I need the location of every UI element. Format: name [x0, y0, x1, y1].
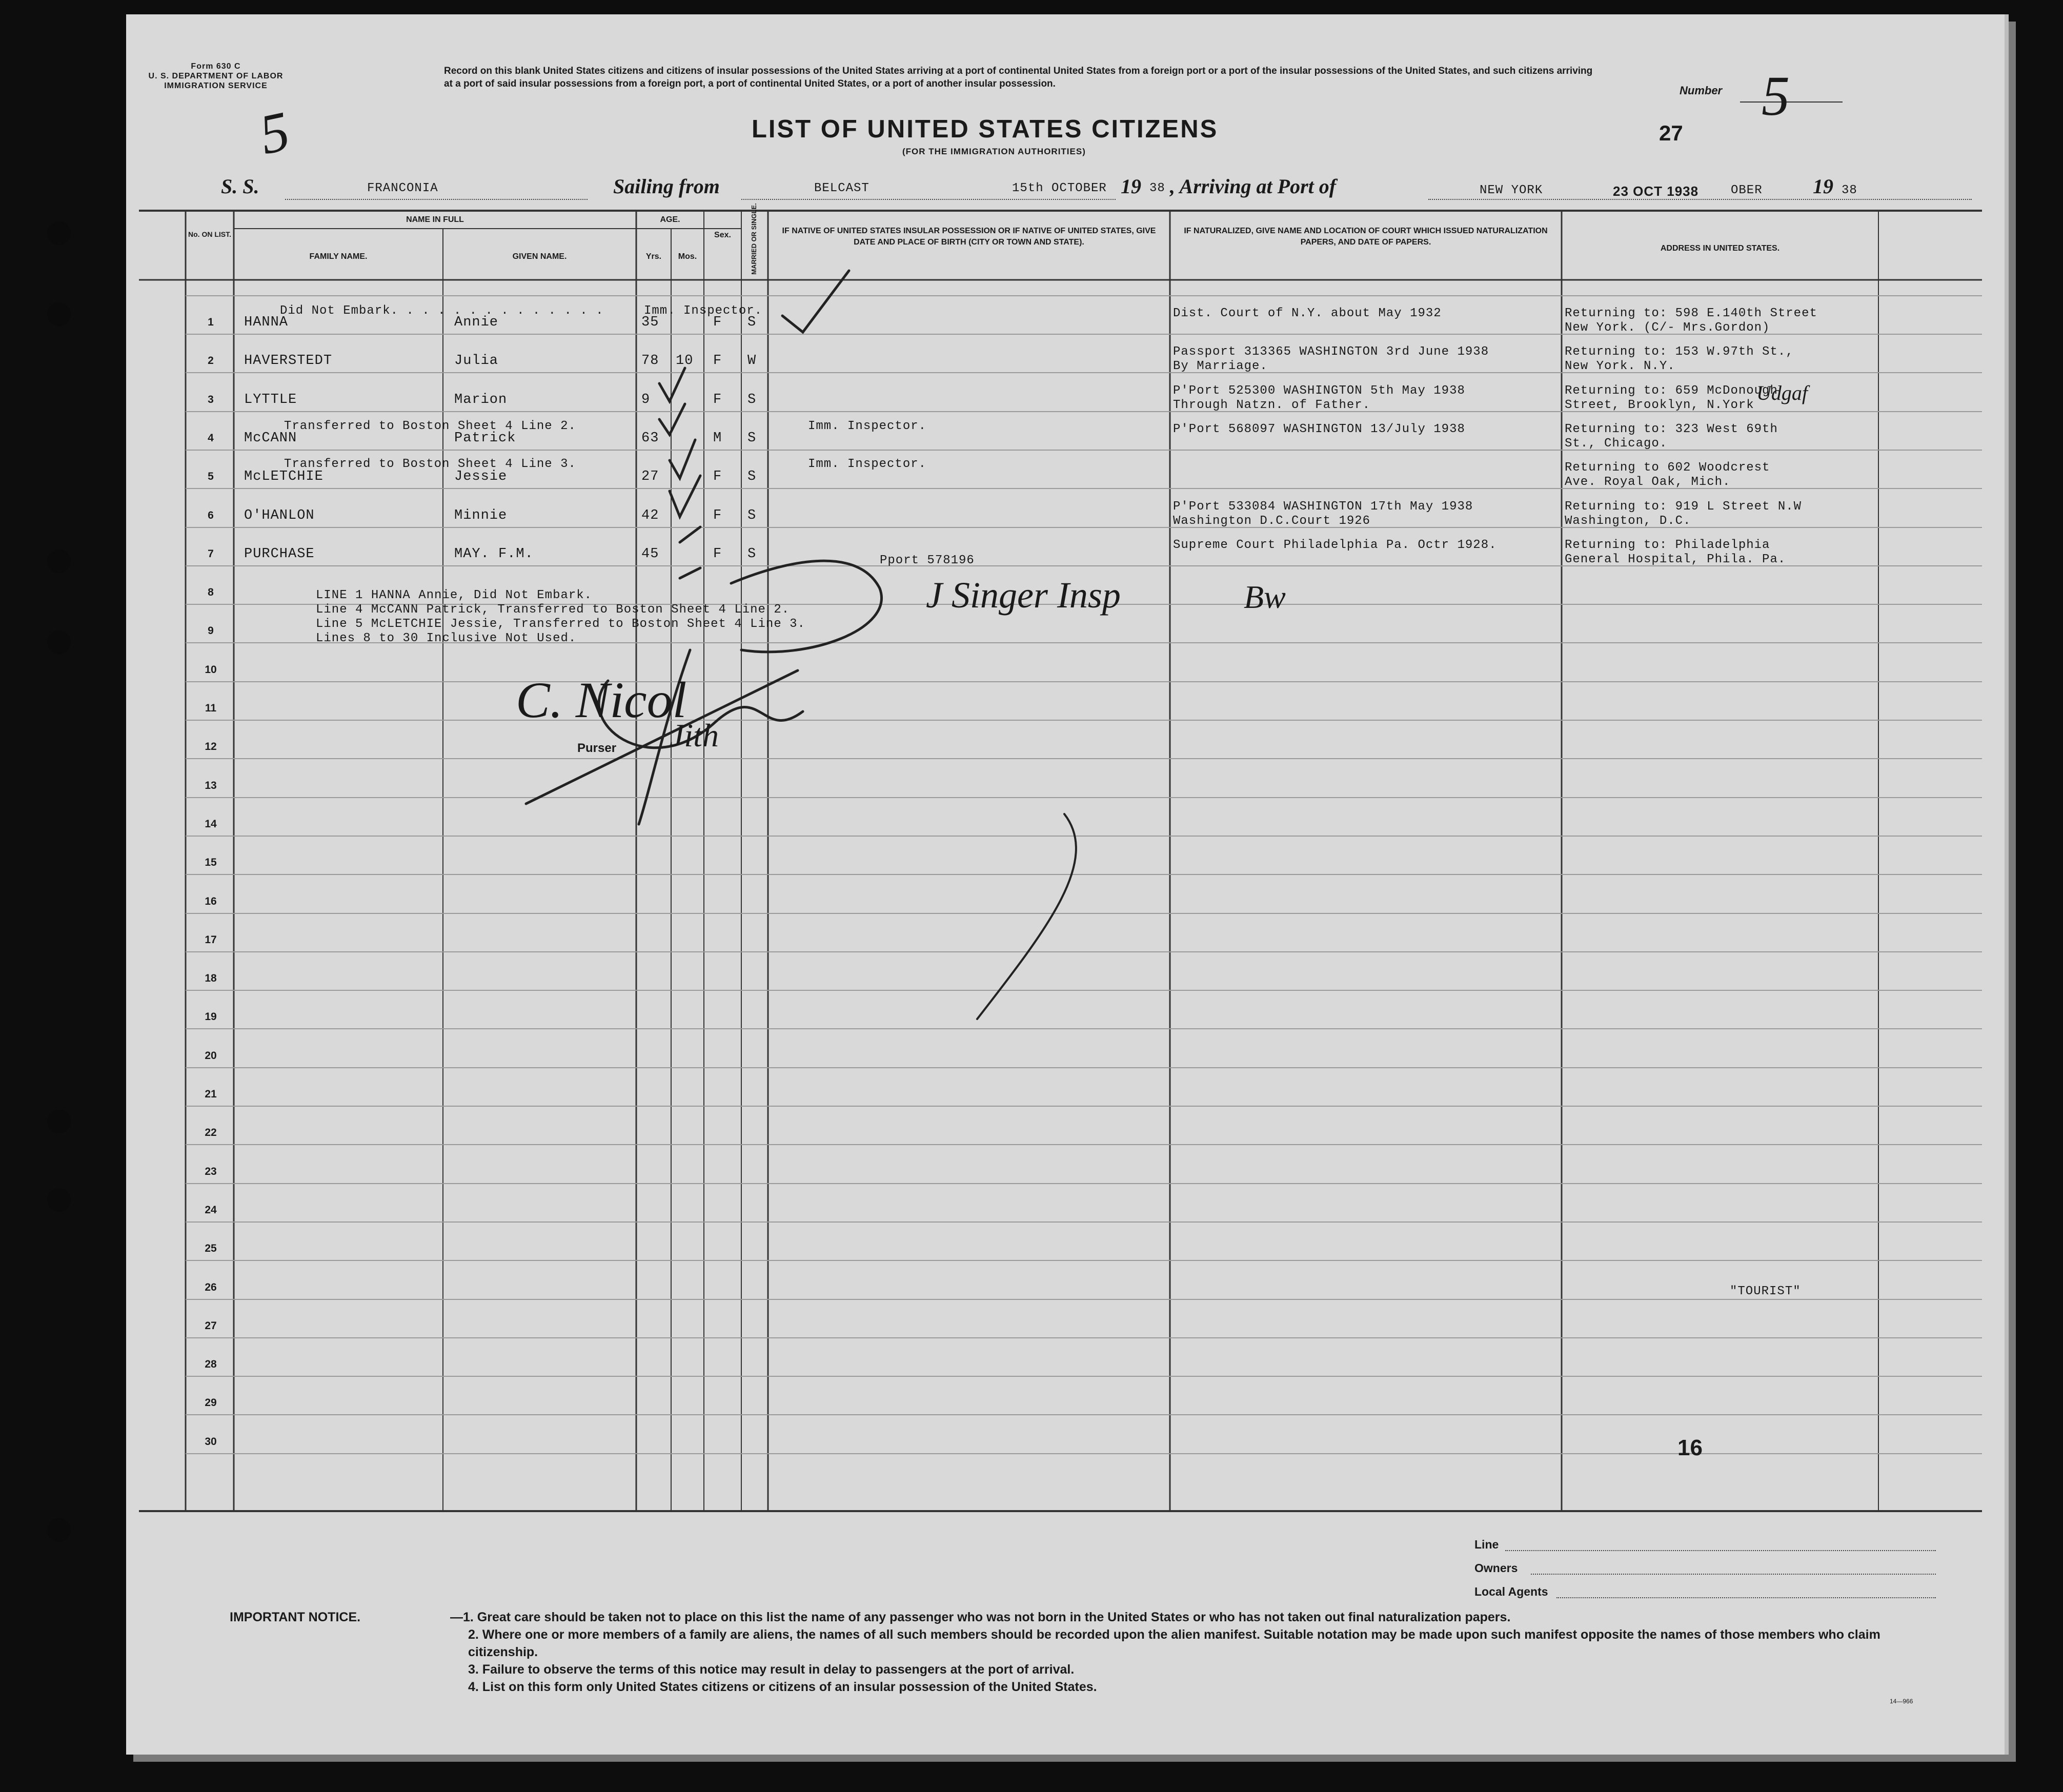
header-yrs: Yrs. — [645, 252, 662, 261]
age-years: 9 — [641, 392, 651, 408]
sex: F — [713, 546, 722, 562]
owners-label: Owners — [1474, 1561, 1518, 1575]
address-line-1: Returning to: 659 McDonough — [1565, 384, 1778, 398]
transfer-note-line-5: Transferred to Boston Sheet 4 Line 3. — [284, 457, 576, 471]
row-number: 23 — [205, 1166, 217, 1177]
row-number: 21 — [205, 1088, 217, 1100]
given-name: Jessie — [454, 469, 508, 484]
notice-title: IMPORTANT NOTICE. — [230, 1610, 361, 1624]
address-line-1: Returning to: 323 West 69th — [1565, 422, 1778, 436]
row-number: 12 — [205, 741, 217, 752]
row-number: 7 — [208, 548, 214, 560]
row-number: 10 — [205, 664, 217, 676]
family-name: McCANN — [244, 431, 297, 446]
row-number: 15 — [205, 857, 217, 868]
age-years: 63 — [641, 431, 659, 446]
sex: M — [713, 431, 722, 446]
row-number: 27 — [205, 1320, 217, 1332]
form-number: Form 630 C — [191, 62, 241, 71]
line-field — [1505, 1550, 1936, 1551]
row-number: 13 — [205, 780, 217, 791]
sex: F — [713, 315, 722, 330]
row-number: 5 — [208, 471, 214, 482]
important-notice — [230, 1608, 1952, 1696]
row-number: 19 — [205, 1011, 217, 1023]
intro-text: Record on this blank United States citizens and citizens of insular possessions of the United States arriving at a port of continental United States from a foreign port or a port of the insular possessions of the United States, and such citizens arriving at a port of said insular possessions from a foreign port, a port of continental United States, or a port of another insular possession. — [444, 66, 1593, 89]
passport-note: Pport 578196 — [880, 554, 975, 567]
address-line-1: Returning to: 153 W.97th St., — [1565, 345, 1794, 359]
notice-item: 4. List on this form only United States citizens or citizens of an insular possession of the United States. — [468, 1680, 1097, 1694]
row-number: 2 — [208, 355, 214, 366]
header-naturalization: IF NATURALIZED, GIVE NAME AND LOCATION OF COURT WHICH ISSUED NATURALIZATION PAPERS, AND DATE OF PAPERS. — [1184, 227, 1548, 247]
sailing-from-label: Sailing from — [613, 175, 720, 198]
owners-field — [1531, 1574, 1936, 1575]
age-years: 35 — [641, 315, 659, 330]
address-line-2: Washington, D.C. — [1565, 514, 1691, 528]
given-name: Marion — [454, 392, 508, 408]
tourist-label: "TOURIST" — [1730, 1285, 1801, 1298]
did-not-embark-note: Did Not Embark. . . . . . . . . . . . . . — [280, 304, 604, 318]
department: U. S. DEPARTMENT OF LABOR — [148, 72, 284, 80]
arriving-port: NEW YORK — [1480, 184, 1543, 197]
line-label: Line — [1474, 1538, 1499, 1551]
header-no-on-list: No. ON LIST. — [188, 230, 231, 238]
number-value: 5 — [1762, 65, 1790, 127]
handwritten-marks — [126, 14, 2005, 1755]
header-address: ADDRESS IN UNITED STATES. — [1660, 244, 1780, 253]
address-line-2: Street, Brooklyn, N.York — [1565, 398, 1754, 412]
binder-hole — [47, 1188, 71, 1212]
marital-status: S — [747, 469, 757, 484]
row-number: 25 — [205, 1243, 217, 1254]
corner-handwritten-number: 5 — [254, 99, 295, 167]
header-sex: Sex. — [714, 231, 731, 239]
age-years: 42 — [641, 508, 659, 523]
sex: F — [713, 469, 722, 484]
row-number: 26 — [205, 1281, 217, 1293]
marital-status: S — [747, 392, 757, 408]
year-prefix-2: 19 — [1813, 175, 1833, 198]
given-name: Minnie — [454, 508, 508, 523]
notice-item: —1. Great care should be taken not to place on this list the name of any passenger who was not born in the United States or who has not taken out final naturalization papers. — [450, 1610, 1511, 1624]
summary-line: Line 5 McLETCHIE Jessie, Transferred to Boston Sheet 4 Line 3. — [316, 617, 805, 631]
service: IMMIGRATION SERVICE — [164, 82, 268, 90]
family-name: PURCHASE — [244, 546, 315, 562]
row-number: 20 — [205, 1050, 217, 1062]
notice-item: 3. Failure to observe the terms of this notice may result in delay to passengers at the port of arrival. — [468, 1662, 1075, 1677]
naturalization-info-2: By Marriage. — [1173, 359, 1268, 373]
summary-line: Lines 8 to 30 Inclusive Not Used. — [316, 632, 577, 645]
naturalization-info: Passport 313365 WASHINGTON 3rd June 1938 — [1173, 345, 1489, 359]
year-suffix-2: 38 — [1842, 184, 1857, 197]
address-line-1: Returning to: 919 L Street N.W — [1565, 500, 1802, 514]
family-name: HANNA — [244, 315, 289, 330]
purser-initial: Jith — [670, 717, 719, 754]
row-number: 3 — [208, 394, 214, 405]
family-name: McLETCHIE — [244, 469, 323, 484]
address-line-2: New York. N.Y. — [1565, 359, 1675, 373]
sailing-port: BELCAST — [814, 181, 869, 195]
row-number: 30 — [205, 1436, 217, 1448]
manifest-sheet — [126, 14, 2009, 1755]
binder-hole — [47, 549, 71, 573]
naturalization-info: P'Port 533084 WASHINGTON 17th May 1938 — [1173, 500, 1473, 514]
header-name-in-full: NAME IN FULL — [406, 215, 464, 224]
summary-notes — [316, 588, 805, 646]
marital-status: S — [747, 431, 757, 446]
print-code: 14—966 — [1890, 1698, 1913, 1705]
binder-hole — [47, 630, 71, 654]
binder-hole — [47, 302, 71, 326]
header-family-name: FAMILY NAME. — [309, 252, 368, 261]
row-number: 17 — [205, 934, 217, 946]
ship-name: FRANCONIA — [367, 181, 438, 195]
row-number: 11 — [205, 702, 217, 714]
given-name: Julia — [454, 353, 499, 369]
year-prefix-1: 19 — [1121, 175, 1141, 198]
marital-status: S — [747, 546, 757, 562]
row-number: 16 — [205, 895, 217, 907]
naturalization-info: P'Port 525300 WASHINGTON 5th May 1938 — [1173, 384, 1465, 398]
page-title: LIST OF UNITED STATES CITIZENS — [752, 115, 1219, 143]
transfer-note-line-4: Transferred to Boston Sheet 4 Line 2. — [284, 419, 576, 433]
binder-hole — [47, 221, 71, 245]
purser-signature: C. Nicol — [516, 671, 687, 728]
address-line-2: St., Chicago. — [1565, 437, 1668, 451]
naturalization-info-2: Washington D.C.Court 1926 — [1173, 514, 1371, 528]
row-number: 29 — [205, 1397, 217, 1409]
purser-label: Purser — [577, 741, 617, 755]
local-agents-label: Local Agents — [1474, 1585, 1548, 1598]
arrival-typed-month: OBER — [1731, 184, 1763, 197]
summary-line: LINE 1 HANNA Annie, Did Not Embark. — [316, 588, 593, 602]
binder-hole — [47, 1110, 71, 1133]
imm-inspector-note-1: Imm. Inspector. — [644, 304, 763, 318]
sheet-count: 16 — [1677, 1435, 1703, 1460]
row-number: 22 — [205, 1127, 217, 1138]
address-line-2: Ave. Royal Oak, Mich. — [1565, 475, 1731, 489]
age-years: 78 — [641, 353, 659, 369]
family-name: LYTTLE — [244, 392, 297, 408]
summary-line: Line 4 McCANN Patrick, Transferred to Boston Sheet 4 Line 2. — [316, 603, 790, 617]
row-number: 24 — [205, 1204, 217, 1216]
row-number: 9 — [208, 625, 214, 637]
age-months: 10 — [676, 353, 694, 369]
sex: F — [713, 353, 722, 369]
number-label: Number — [1680, 84, 1723, 97]
naturalization-info: P'Port 568097 WASHINGTON 13/July 1938 — [1173, 422, 1465, 436]
address-line-1: Returning to: 598 E.140th Street — [1565, 307, 1817, 320]
page-subtitle: (FOR THE IMMIGRATION AUTHORITIES) — [902, 147, 1086, 156]
imm-inspector-note-5: Imm. Inspector. — [808, 457, 927, 471]
header-age: AGE. — [660, 215, 680, 224]
sailing-date: 15th OCTOBER — [1012, 181, 1107, 195]
header-birth-place: IF NATIVE OF UNITED STATES INSULAR POSSESSION OR IF NATIVE OF UNITED STATES, GIVE DATE AND PLACE OF BIRTH (CITY OR TOWN AND STATE). — [782, 227, 1156, 247]
family-name: HAVERSTEDT — [244, 353, 333, 369]
age-years: 27 — [641, 469, 659, 484]
inspector-signature: J Singer Insp — [926, 575, 1121, 616]
initials: Bw — [1244, 579, 1286, 615]
marital-status: W — [747, 353, 757, 369]
given-name: Annie — [454, 315, 499, 330]
row-number: 18 — [205, 972, 217, 984]
ss-label: S. S. — [221, 175, 259, 198]
header-mos: Mos. — [678, 252, 697, 261]
row-number: 14 — [205, 818, 217, 830]
age-years: 45 — [641, 546, 659, 562]
naturalization-info: Supreme Court Philadelphia Pa. Octr 1928. — [1173, 538, 1497, 552]
sex: F — [713, 392, 722, 408]
address-line-2: General Hospital, Phila. Pa. — [1565, 553, 1786, 566]
arriving-at-label: , Arriving at Port of — [1170, 175, 1337, 198]
arrival-date-stamp: 23 OCT 1938 — [1613, 184, 1699, 199]
given-name: Patrick — [454, 431, 516, 446]
page-stamp-number: 27 — [1659, 121, 1683, 145]
row-number: 4 — [208, 432, 214, 444]
given-name: MAY. F.M. — [454, 546, 534, 562]
imm-inspector-note-4: Imm. Inspector. — [808, 419, 927, 433]
marital-status: S — [747, 508, 757, 523]
year-suffix-1: 38 — [1149, 181, 1165, 195]
binder-hole — [47, 1518, 71, 1542]
row-number: 1 — [208, 316, 214, 328]
address-line-2: New York. (C/- Mrs.Gordon) — [1565, 321, 1770, 335]
local-agents-field — [1556, 1597, 1936, 1598]
row-number: 28 — [205, 1358, 217, 1370]
sex: F — [713, 508, 722, 523]
row-number: 8 — [208, 586, 214, 598]
header-married-single: MARRIED OR SINGLE. — [750, 203, 758, 275]
handwritten-note: Udgaf — [1756, 381, 1808, 404]
address-line-1: Returning to: Philadelphia — [1565, 538, 1770, 552]
naturalization-info-2: Through Natzn. of Father. — [1173, 398, 1371, 412]
header-given-name: GIVEN NAME. — [512, 252, 567, 261]
family-name: O'HANLON — [244, 508, 315, 523]
row-number: 6 — [208, 510, 214, 521]
address-line-1: Returning to 602 Woodcrest — [1565, 461, 1770, 475]
notice-item: 2. Where one or more members of a family are aliens, the names of all such members should be recorded upon the alien manifest. Suitable notation may be made upon such manifest opposite the names of those members who claim citizenship. — [468, 1627, 1880, 1659]
naturalization-info: Dist. Court of N.Y. about May 1932 — [1173, 307, 1442, 320]
marital-status: S — [747, 315, 757, 330]
